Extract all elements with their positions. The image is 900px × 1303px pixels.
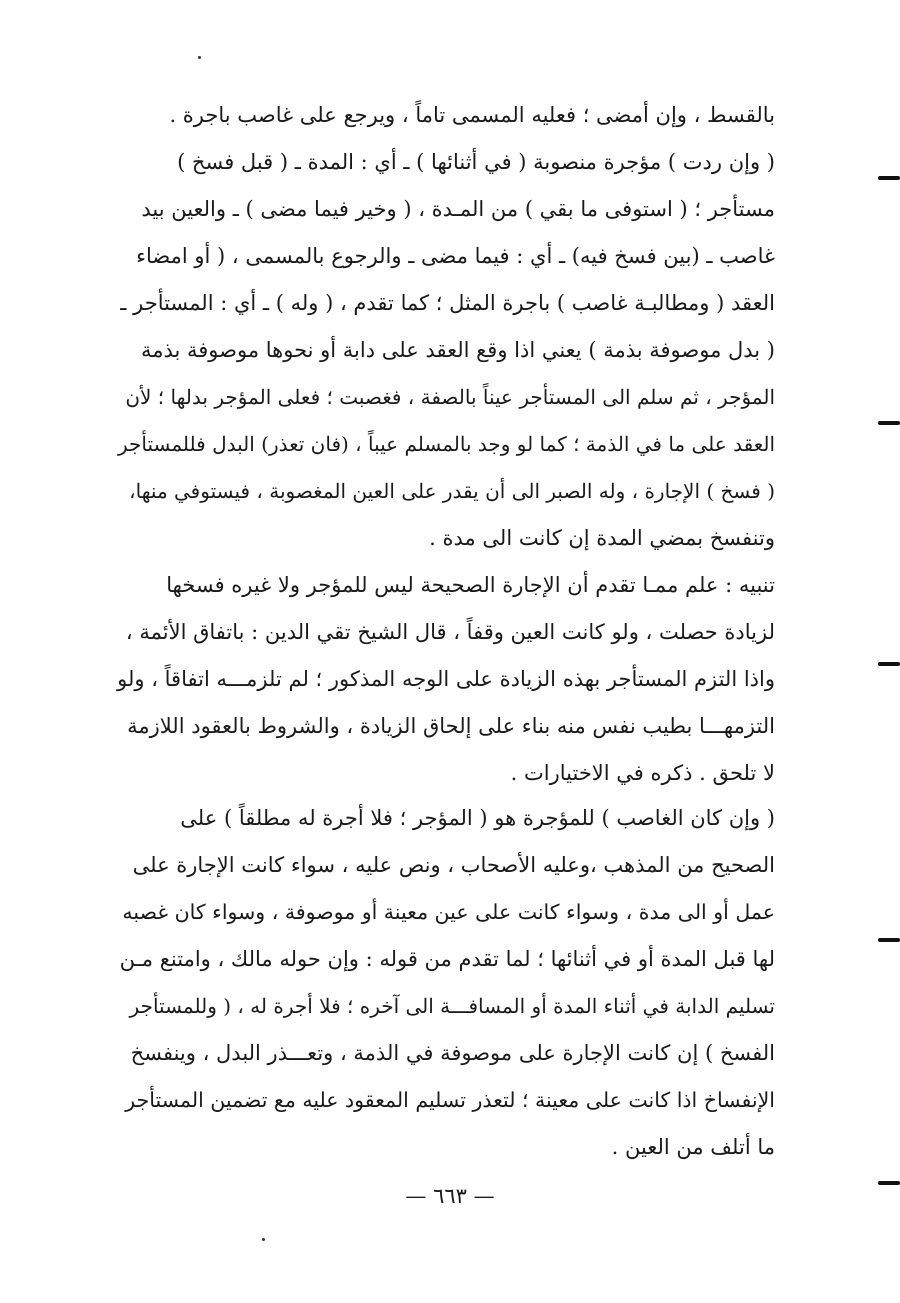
- text-line: عمل أو الى مدة ، وسواء كانت على عين معينة أو موصوفة ، وسواء كان غصبه: [122, 900, 775, 924]
- text-line: غاصب ـ (بين فسخ فيه) ـ أي : فيما مضى ـ والرجوع بالمسمى ، ( أو امضاء: [136, 244, 775, 268]
- text-line: مستأجر ؛ ( استوفى ما بقي ) من المـدة ، ( وخير فيما مضى ) ـ والعين بيد: [141, 197, 775, 221]
- paragraph-note: [115, 562, 775, 797]
- text-line: ( بدل موصوفة بذمة ) يعني اذا وقع العقد على دابة أو نحوها موصوفة بذمة: [140, 338, 775, 362]
- page-number: — ٦٦٣ —: [405, 1184, 495, 1208]
- text-line: تنبيه : علم ممـا تقدم أن الإجارة الصحيحة ليس للمؤجر ولا غيره فسخها: [166, 573, 775, 597]
- ink-speck: [198, 56, 201, 59]
- text-line: التزمهـــا بطيب نفس منه بناء على إلحاق الزيادة ، والشروط بالعقود اللازمة: [127, 714, 775, 738]
- text-line: وتنفسخ بمضي المدة إن كانت الى مدة .: [429, 526, 775, 550]
- text-line: واذا التزم المستأجر بهذه الزيادة على الوجه المذكور ؛ لم تلزمـــه اتفاقاً ، ولو: [117, 667, 775, 691]
- text-line: العقد على ما في الذمة ؛ كما لو وجد بالمسلم عيباً ، (فان تعذر) البدل فللمستأجر: [117, 432, 775, 456]
- text-line: ( وإن كان الغاصب ) للمؤجرة هو ( المؤجر ؛ فلا أجرة له مطلقاً ) على: [180, 806, 775, 830]
- text-line: المؤجر ، ثم سلم الى المستأجر عيناً بالصفة ، فغصبت ؛ فعلى المؤجر بدلها ؛ لأن: [125, 385, 775, 409]
- paragraph-lessor-usurper: [115, 795, 775, 1171]
- margin-mark: [878, 176, 900, 180]
- text-line: لزيادة حصلت ، ولو كانت العين وقفاً ، قال الشيخ تقي الدين : باتفاق الأئمة ،: [125, 620, 775, 644]
- text-line: الإنفساخ اذا كانت على معينة ؛ لتعذر تسليم المعقود عليه مع تضمين المستأجر: [125, 1088, 775, 1112]
- margin-mark: [878, 938, 900, 942]
- text-line: ما أتلف من العين .: [611, 1135, 775, 1159]
- paragraph-damage-continuation: [115, 92, 775, 562]
- text-line: لا تلحق . ذكره في الاختيارات .: [510, 761, 775, 785]
- text-line: ( وإن ردت ) مؤجرة منصوبة ( في أثنائها ) ـ أي : المدة ـ ( قبل فسخ ): [177, 150, 775, 174]
- text-line: العقد ( ومطالبـة غاصب ) باجرة المثل ؛ كما تقدم ، ( وله ) ـ أي : المستأجر ـ: [120, 291, 775, 315]
- text-line: تسليم الدابة في أثناء المدة أو المسافـــة الى آخره ؛ فلا أجرة له ، ( وللمستأجر: [129, 994, 775, 1018]
- margin-mark: [878, 662, 900, 666]
- text-line: لها قبل المدة أو في أثنائها ؛ لما تقدم من قوله : وإن حوله مالك ، وامتنع مـن: [119, 947, 775, 971]
- text-line: بالقسط ، وإن أمضى ؛ فعليه المسمى تاماً ، ويرجع على غاصب باجرة .: [169, 103, 775, 127]
- text-line: الفسخ ) إن كانت الإجارة على موصوفة في الذمة ، وتعـــذر البدل ، وينفسخ: [130, 1041, 775, 1065]
- text-line: الصحيح من المذهب ،وعليه الأصحاب ، ونص عليه ، سواء كانت الإجارة على: [132, 853, 775, 877]
- margin-mark: [878, 421, 900, 425]
- ink-speck: [262, 1238, 265, 1241]
- text-line: ( فسخ ) الإجارة ، وله الصبر الى أن يقدر على العين المغصوبة ، فيستوفي منها،: [129, 479, 775, 503]
